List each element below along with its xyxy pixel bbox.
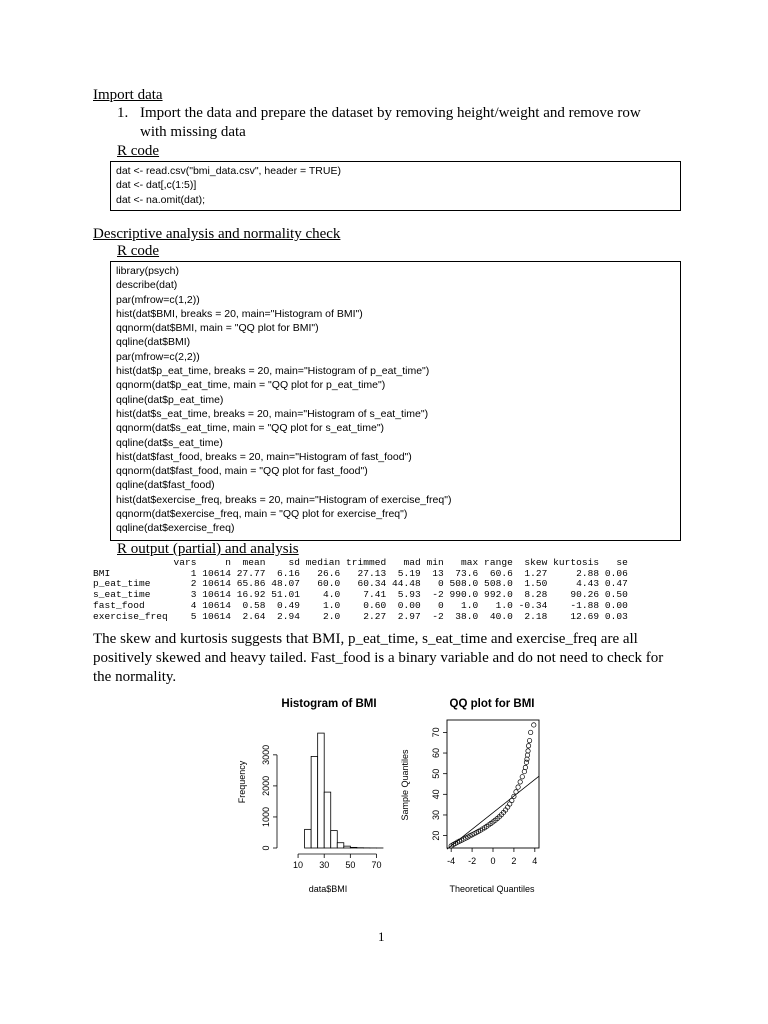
list-item-text-line1: Import the data and prepare the dataset by removing height/weight and remove row — [140, 105, 641, 121]
qqplot-y-tick-label: 40 — [431, 789, 441, 800]
qq-point — [532, 723, 536, 727]
list-item-text-line2: with missing data — [140, 124, 246, 140]
code-line: describe(dat) — [116, 279, 178, 292]
code-line: hist(dat$p_eat_time, breaks = 20, main="Histogram of p_eat_time") — [116, 365, 430, 378]
qqplot-title: QQ plot for BMI — [449, 698, 535, 710]
code-line: dat <- read.csv("bmi_data.csv", header = TRUE) — [116, 165, 341, 177]
histogram-y-tick-label: 2000 — [261, 775, 271, 796]
code-line: qqnorm(dat$s_eat_time, main = "QQ plot for s_eat_time") — [116, 422, 385, 435]
code-block-analysis — [110, 261, 681, 541]
histogram-bar — [311, 756, 318, 848]
code-line: dat <- dat[,c(1:5)] — [116, 179, 197, 192]
qqplot-frame — [447, 720, 539, 848]
qq-point — [523, 765, 527, 769]
histogram-bar — [350, 847, 357, 848]
r-code-label: R code — [117, 143, 160, 159]
histogram-x-tick-label: 30 — [319, 860, 330, 870]
bmi-figures — [225, 685, 565, 900]
qqplot-y-tick-label: 20 — [431, 830, 441, 841]
code-line: qqnorm(dat$p_eat_time, main = "QQ plot for p_eat_time") — [116, 379, 386, 392]
histogram-bar — [337, 843, 344, 848]
qqplot-y-label: Sample Quantiles — [400, 749, 410, 821]
qqplot-y-tick-label: 70 — [431, 727, 441, 738]
qq-point — [522, 769, 526, 773]
histogram-y-tick-label: 1000 — [261, 806, 271, 827]
code-line: qqline(dat$fast_food) — [116, 479, 215, 492]
qq-point — [525, 757, 529, 761]
histogram-bar — [305, 829, 312, 848]
qq-point — [520, 775, 524, 779]
qq-point — [527, 738, 531, 742]
histogram-bar — [344, 846, 351, 848]
code-line: hist(dat$fast_food, breaks = 20, main="Histogram of fast_food") — [116, 450, 412, 463]
histogram-x-tick-label: 50 — [345, 860, 356, 870]
histogram-bar — [331, 831, 338, 848]
page-number: 1 — [378, 929, 385, 944]
qqplot-x-tick-label: -4 — [447, 856, 456, 866]
qq-point — [525, 753, 529, 757]
histogram-bar — [324, 792, 331, 848]
code-line: par(mfrow=c(2,2)) — [116, 350, 200, 363]
code-line: hist(dat$exercise_freq, breaks = 20, main="Histogram of exercise_freq") — [116, 493, 452, 506]
qq-point — [516, 785, 520, 789]
analysis-paragraph: The skew and kurtosis suggests that BMI, p_eat_time, s_eat_time and exercise_freq are all positively skewed and heavy tailed. Fast_food is a binary variable and do not need to check for the normality. — [93, 631, 664, 685]
r-output-label: R output (partial) and analysis — [117, 541, 299, 557]
code-line: par(mfrow=c(1,2)) — [116, 293, 200, 306]
code-line: library(psych) — [116, 265, 180, 277]
code-line: hist(dat$BMI, breaks = 20, main="Histogram of BMI") — [116, 307, 363, 320]
histogram-x-label: data$BMI — [308, 884, 348, 894]
code-line: dat <- na.omit(dat); — [116, 193, 205, 206]
qq-point — [526, 749, 530, 753]
qqplot-x-tick-label: 4 — [532, 856, 538, 866]
qq-point — [518, 780, 522, 784]
qqplot-x-tick-label: -2 — [468, 856, 477, 866]
qqplot-x-label: Theoretical Quantiles — [449, 884, 535, 894]
qq-point — [526, 744, 530, 748]
histogram-x-tick-label: 70 — [371, 860, 382, 870]
qqplot-panel — [400, 698, 539, 894]
code-block-import — [110, 161, 681, 211]
qq-point — [510, 798, 514, 802]
section-heading-descriptive: Descriptive analysis and normality check — [93, 226, 341, 242]
code-line: qqnorm(dat$BMI, main = "QQ plot for BMI") — [116, 322, 319, 335]
qqplot-y-tick-label: 30 — [431, 809, 441, 820]
histogram-title: Histogram of BMI — [281, 698, 377, 710]
histogram-y-label: Frequency — [237, 760, 247, 804]
histogram-bar — [318, 733, 325, 848]
list-item-number: 1. — [117, 105, 129, 121]
code-line: qqnorm(dat$fast_food, main = "QQ plot for fast_food") — [116, 465, 368, 478]
histogram-x-tick-label: 10 — [293, 860, 304, 870]
code-line: qqline(dat$exercise_freq) — [116, 522, 235, 535]
qqplot-y-tick-label: 60 — [431, 748, 441, 759]
histogram-y-tick-label: 0 — [261, 845, 271, 851]
qq-point — [514, 790, 518, 794]
qqplot-y-tick-label: 50 — [431, 768, 441, 779]
code-line: hist(dat$s_eat_time, breaks = 20, main="Histogram of s_eat_time") — [116, 407, 429, 420]
section-heading-import-data: Import data — [93, 87, 163, 103]
qq-point — [528, 730, 532, 734]
histogram-y-tick-label: 3000 — [261, 744, 271, 765]
r-output-table: vars n mean sd median trimmed mad min max range skew kurtosis se BMI 1 10614 27.77 6.16 26.6 27.13 5.19 13 73.6 60.6 1.27 2.88 0.06 p_eat_time 2 10614 65.86 48.07 60.0 60.34 44.48 0 508.0 508.0 1.50 4.43 0.47 s_eat_time 3 10614 16.92 51.01 4.0 7.41 5.93 -2 990.0 992.0 8.28 90.26 0.50 fast_food 4 10614 0.58 0.49 1.0 0.60 0.00 0 1.0 1.0 -0.34 -1.88 0.00 exercise_freq 5 10614 2.64 2.94 2.0 2.27 2.97 -2 38.0 40.0 2.18 12.69 0.03 — [93, 557, 628, 622]
code-line: qqnorm(dat$exercise_freq, main = "QQ plot for exercise_freq") — [116, 508, 408, 521]
r-code-label: R code — [117, 243, 160, 259]
code-line: qqline(dat$BMI) — [116, 336, 191, 349]
code-line: qqline(dat$p_eat_time) — [116, 393, 224, 406]
qqplot-x-tick-label: 0 — [490, 856, 496, 866]
qqplot-x-tick-label: 2 — [511, 856, 517, 866]
histogram-panel — [237, 698, 383, 894]
code-line: qqline(dat$s_eat_time) — [116, 436, 223, 449]
